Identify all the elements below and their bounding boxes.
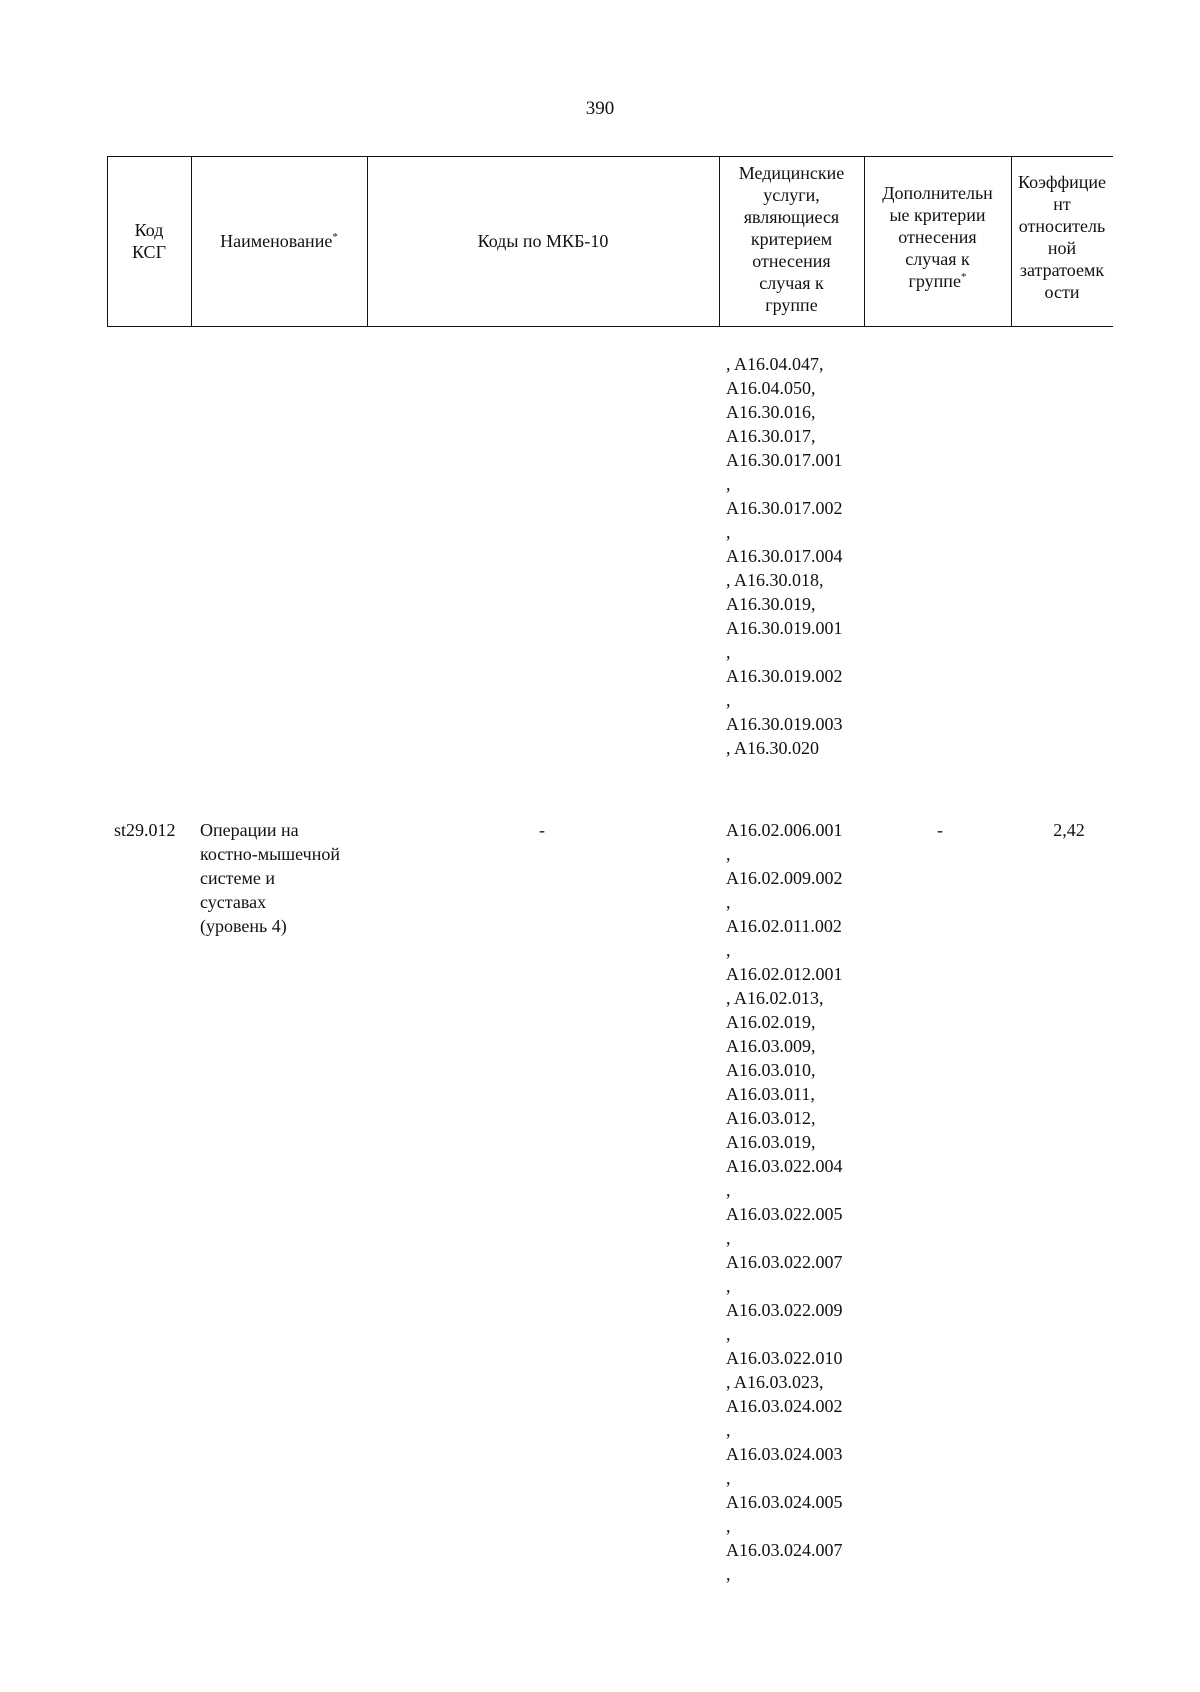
comma: , bbox=[726, 1420, 731, 1440]
footnote-mark: * bbox=[332, 231, 338, 243]
services-continuation bbox=[726, 352, 866, 760]
comma: , bbox=[726, 642, 731, 662]
row-code: st29.012 bbox=[114, 820, 176, 840]
service-code: , A16.04.047, bbox=[726, 354, 824, 374]
header-extra-line: ые критерии bbox=[889, 205, 986, 225]
service-code-value: A16.02.012.001 bbox=[726, 964, 843, 984]
header-code-line: Код bbox=[134, 220, 164, 240]
comma: , bbox=[726, 892, 731, 912]
comma: , bbox=[726, 1324, 731, 1344]
comma: , bbox=[726, 474, 731, 494]
header-name-text: Наименование bbox=[220, 231, 333, 251]
service-code bbox=[726, 520, 866, 568]
service-code-value: A16.03.022.005 bbox=[726, 1204, 843, 1224]
service-code bbox=[726, 1466, 866, 1514]
row-name bbox=[200, 818, 370, 938]
header-services-line: Медицинские bbox=[738, 163, 845, 183]
service-code-value: A16.02.009.002 bbox=[726, 868, 843, 888]
row-services bbox=[726, 818, 866, 1586]
service-code: A16.30.019.001 bbox=[726, 618, 843, 638]
header-extra bbox=[864, 152, 1011, 322]
header-coef bbox=[1011, 152, 1113, 322]
row-coef: 2,42 bbox=[1053, 820, 1085, 840]
header-extra-line: случая к bbox=[905, 249, 970, 269]
page-number: 390 bbox=[585, 98, 615, 119]
service-code bbox=[726, 1514, 866, 1562]
comma: , bbox=[726, 1180, 731, 1200]
service-code: A16.03.012, bbox=[726, 1108, 816, 1128]
service-code bbox=[726, 1274, 866, 1322]
service-code bbox=[726, 1322, 866, 1370]
service-code: A16.30.017, bbox=[726, 426, 816, 446]
header-code bbox=[107, 156, 191, 326]
comma: , bbox=[726, 690, 731, 710]
row-name-line: системе и bbox=[200, 868, 275, 888]
header-services-line: случая к bbox=[759, 273, 824, 293]
service-code bbox=[726, 938, 866, 986]
header-coef-line: ости bbox=[1044, 282, 1080, 302]
comma: , bbox=[726, 940, 731, 960]
service-code: A16.02.006.001 bbox=[726, 820, 843, 840]
service-code: A16.03.010, bbox=[726, 1060, 816, 1080]
service-code: , A16.02.013, bbox=[726, 988, 824, 1008]
service-code: A16.30.019, bbox=[726, 594, 816, 614]
service-code-value: A16.03.022.010 bbox=[726, 1348, 843, 1368]
service-code-value: A16.03.024.003 bbox=[726, 1444, 843, 1464]
service-code-value: A16.03.024.005 bbox=[726, 1492, 843, 1512]
comma: , bbox=[726, 1516, 731, 1536]
header-code-line: КСГ bbox=[132, 242, 166, 262]
service-code bbox=[726, 472, 866, 520]
header-services-line: услуги, bbox=[763, 185, 820, 205]
header-coef-line: относитель bbox=[1018, 216, 1106, 236]
service-code: , A16.30.018, bbox=[726, 570, 824, 590]
service-code: A16.03.024.002 bbox=[726, 1396, 843, 1416]
comma: , bbox=[726, 1276, 731, 1296]
row-extra: - bbox=[937, 820, 943, 840]
header-services bbox=[719, 156, 864, 326]
service-code bbox=[726, 1226, 866, 1274]
service-code: A16.03.022.004 bbox=[726, 1156, 843, 1176]
row-name-line: суставах bbox=[200, 892, 267, 912]
header-services-line: группе bbox=[765, 295, 818, 315]
service-code bbox=[726, 1418, 866, 1466]
header-name bbox=[191, 156, 367, 326]
service-code: A16.30.017.001 bbox=[726, 450, 843, 470]
service-code: A16.30.016, bbox=[726, 402, 816, 422]
service-code bbox=[726, 842, 866, 890]
service-code-value: A16.30.019.002 bbox=[726, 666, 843, 686]
comma: , bbox=[726, 1564, 731, 1584]
header-icd bbox=[367, 156, 719, 326]
service-code-value: A16.30.017.002 bbox=[726, 498, 843, 518]
service-code: , A16.03.023, bbox=[726, 1372, 824, 1392]
service-code-value: A16.03.024.007 bbox=[726, 1540, 843, 1560]
header-coef-line: нт bbox=[1053, 194, 1071, 214]
service-code: A16.03.019, bbox=[726, 1132, 816, 1152]
comma: , bbox=[726, 844, 731, 864]
service-code bbox=[726, 890, 866, 938]
row-icd: - bbox=[539, 820, 545, 840]
service-code: A16.04.050, bbox=[726, 378, 816, 398]
service-code bbox=[726, 640, 866, 688]
header-extra-line: отнесения bbox=[898, 227, 977, 247]
service-code: , A16.30.020 bbox=[726, 738, 820, 758]
header-coef-line: затратоемк bbox=[1019, 260, 1105, 280]
service-code bbox=[726, 1178, 866, 1226]
service-code-value: A16.03.022.007 bbox=[726, 1252, 843, 1272]
header-services-line: критерием bbox=[750, 229, 833, 249]
service-code: A16.03.011, bbox=[726, 1084, 815, 1104]
comma: , bbox=[726, 1228, 731, 1248]
header-extra-line: Дополнительн bbox=[882, 183, 993, 203]
service-code-value: A16.02.011.002 bbox=[726, 916, 842, 936]
header-icd-text: Коды по МКБ-10 bbox=[477, 231, 609, 251]
comma: , bbox=[726, 522, 731, 542]
service-code-value: A16.03.022.009 bbox=[726, 1300, 843, 1320]
header-services-line: являющиеся bbox=[743, 207, 840, 227]
header-coef-line: ной bbox=[1047, 238, 1077, 258]
header-services-line: отнесения bbox=[752, 251, 831, 271]
comma: , bbox=[726, 1468, 731, 1488]
service-code bbox=[726, 688, 866, 736]
service-code: A16.02.019, bbox=[726, 1012, 816, 1032]
row-name-line: костно-мышечной bbox=[200, 844, 340, 864]
footnote-mark: * bbox=[960, 271, 967, 283]
row-name-line: (уровень 4) bbox=[200, 916, 287, 936]
header-bottom-border bbox=[107, 326, 1113, 327]
service-code-value: A16.30.019.003 bbox=[726, 714, 843, 734]
header-extra-line: группе* bbox=[908, 271, 967, 291]
row-name-line: Операции на bbox=[200, 820, 299, 840]
service-code-value: A16.30.017.004 bbox=[726, 546, 843, 566]
header-coef-line: Коэффицие bbox=[1017, 172, 1107, 192]
service-code: A16.03.009, bbox=[726, 1036, 816, 1056]
